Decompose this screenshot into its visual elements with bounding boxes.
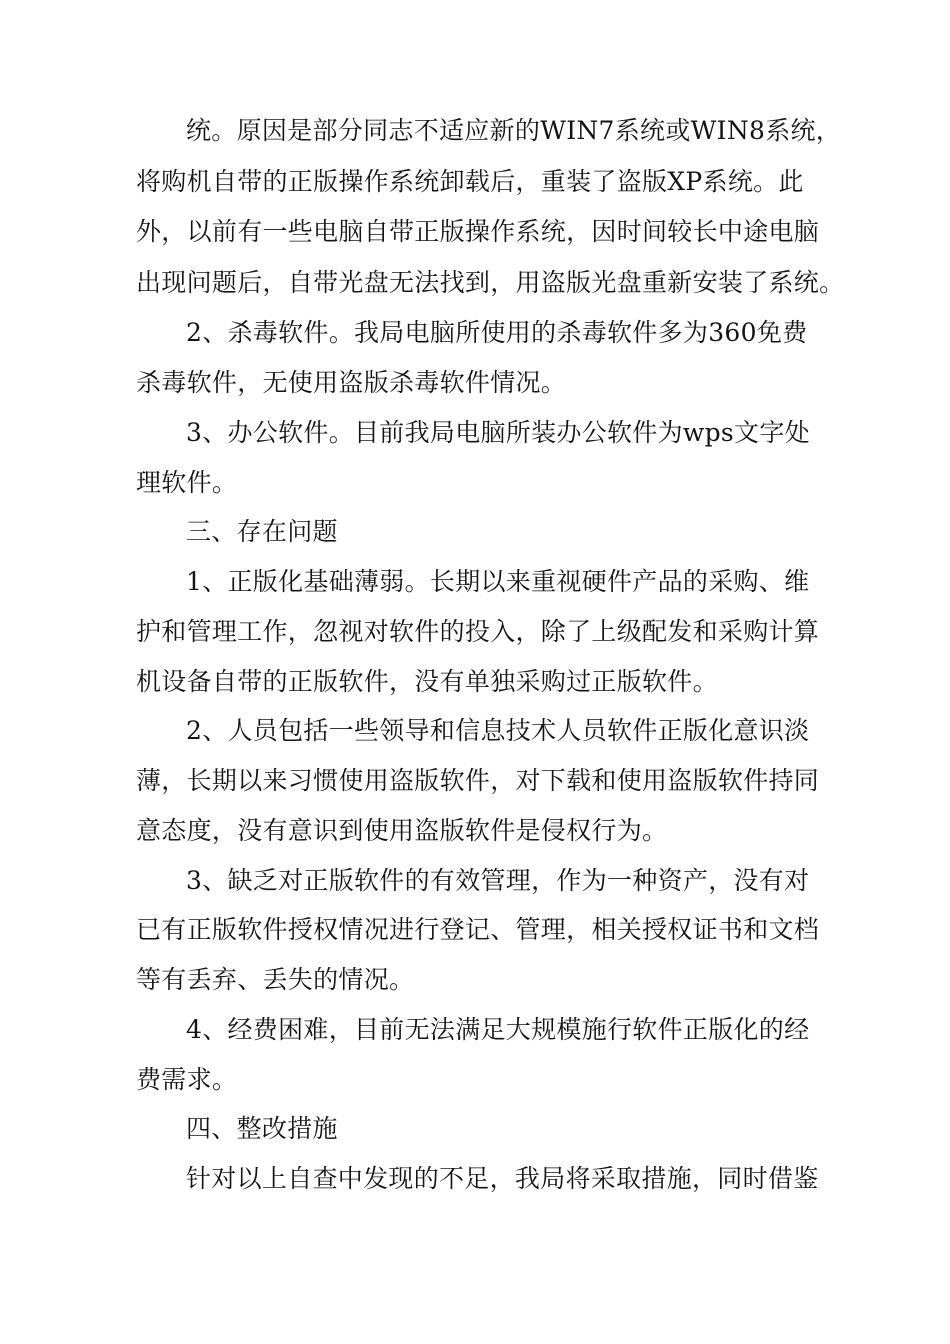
text-line: 等有丢弃、丢失的情况。 bbox=[136, 965, 415, 994]
text-line: 理软件。 bbox=[136, 468, 238, 497]
text-line: 薄，长期以来习惯使用盗版软件，对下载和使用盗版软件持同 bbox=[136, 766, 820, 795]
list-item-text: 3、缺乏对正版软件的有效管理，作为一种资产，没有对 bbox=[186, 866, 810, 895]
text-line: 意态度，没有意识到使用盗版软件是侵权行为。 bbox=[136, 816, 668, 845]
list-item-text: 2、杀毒软件。我局电脑所使用的杀毒软件多为360免费 bbox=[186, 318, 808, 347]
text-line: 费需求。 bbox=[136, 1065, 238, 1094]
section-heading: 四、整改措施 bbox=[186, 1114, 338, 1143]
text-line: 已有正版软件授权情况进行登记、管理，相关授权证书和文档 bbox=[136, 915, 820, 944]
list-item-text: 3、办公软件。目前我局电脑所装办公软件为wps文字处 bbox=[186, 418, 810, 447]
section-heading: 三、存在问题 bbox=[186, 517, 338, 546]
text-line: 杀毒软件，无使用盗版杀毒软件情况。 bbox=[136, 368, 567, 397]
text-line: 外，以前有一些电脑自带正版操作系统，因时间较长中途电脑 bbox=[136, 217, 820, 246]
text-line: 针对以上自查中发现的不足，我局将采取措施，同时借鉴 bbox=[186, 1164, 819, 1193]
text-line: 统。原因是部分同志不适应新的WIN7系统或WIN8系统， bbox=[186, 116, 842, 145]
list-item-text: 1、正版化基础薄弱。长期以来重视硬件产品的采购、维 bbox=[186, 567, 810, 596]
text-line: 将购机自带的正版操作系统卸载后，重装了盗版XP系统。此 bbox=[136, 167, 804, 196]
text-line: 护和管理工作，忽视对软件的投入，除了上级配发和采购计算 bbox=[136, 617, 820, 646]
text-line: 机设备自带的正版软件，没有单独采购过正版软件。 bbox=[136, 667, 718, 696]
list-item-text: 4、经费困难，目前无法满足大规模施行软件正版化的经 bbox=[186, 1015, 810, 1044]
text-line: 出现问题后，自带光盘无法找到，用盗版光盘重新安装了系统。 bbox=[136, 268, 845, 297]
list-item-text: 2、人员包括一些领导和信息技术人员软件正版化意识淡 bbox=[186, 716, 810, 745]
